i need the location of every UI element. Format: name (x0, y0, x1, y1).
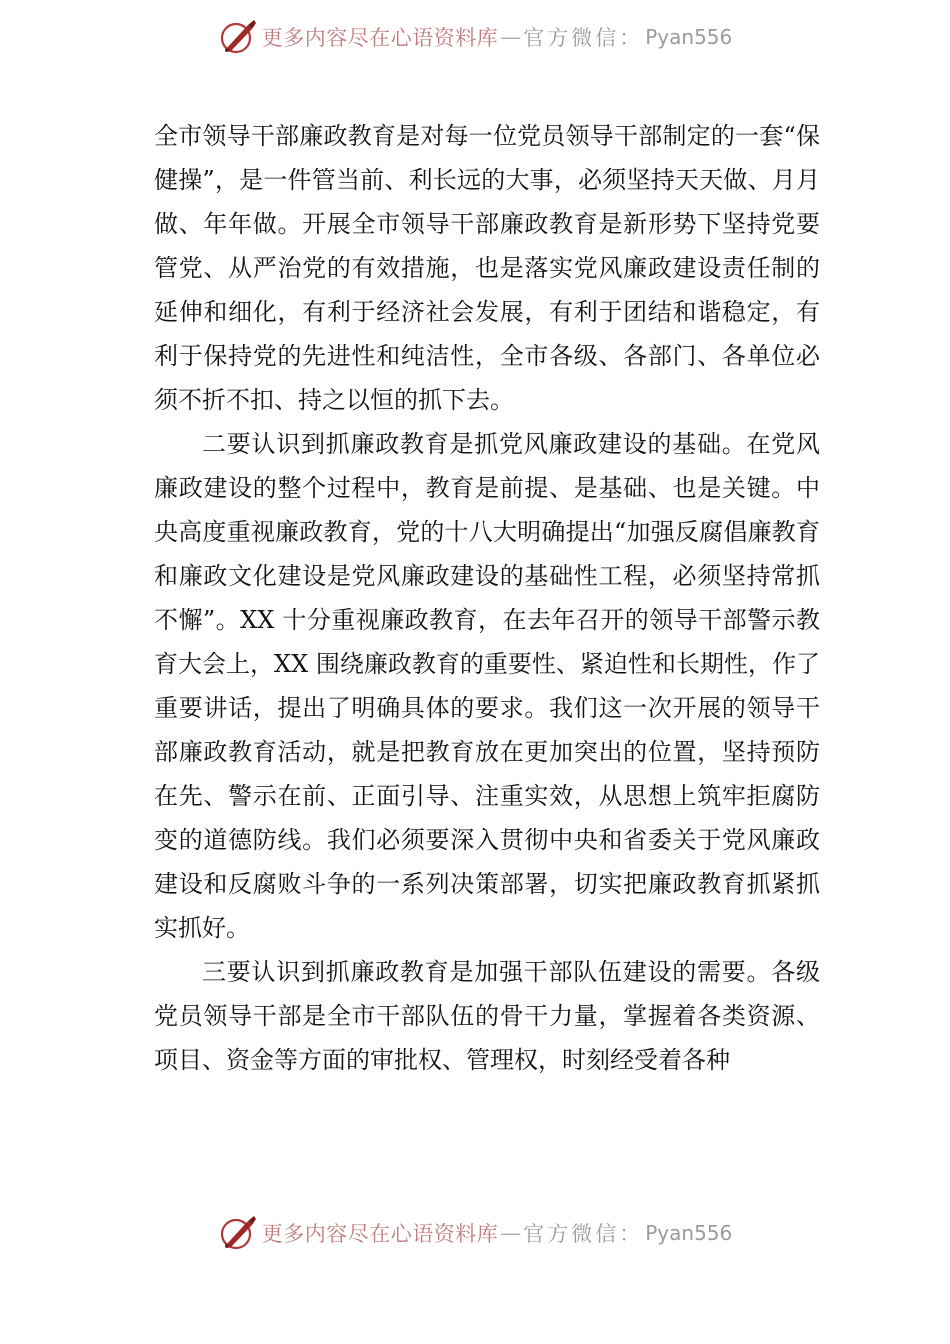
paragraph-3: 三要认识到抓廉政教育是加强干部队伍建设的需要。各级党员领导干部是全市干部队伍的骨干力量，掌握着各类资源、项目、资金等方面的审批权、管理权，时刻经受着各种 (154, 958, 820, 1074)
banner-label: 官方微信： (523, 1222, 644, 1246)
header-banner (0, 12, 950, 62)
banner-separator: — (500, 25, 522, 49)
footer-banner (0, 1208, 950, 1258)
paragraph-2: 二要认识到抓廉政教育是抓党风廉政建设的基础。在党风廉政建设的整个过程中，教育是前提、是基础、也是关键。中央高度重视廉政教育，党的十八大明确提出“加强反腐倡廉教育和廉政文化建设是党风廉政建设的基础性工程，必须坚持常抓不懈”。XX 十分重视廉政教育，在去年召开的领导干部警示教育大会上，XX 围绕廉政教育的重要性、紧迫性和长期性，作了重要讲话，提出了明确具体的要求。我们这一次开展的领导干部廉政教育活动，就是把教育放在更加突出的位置，坚持预防在先、警示在前、正面引导、注重实效，从思想上筑牢拒腐防变的道德防线。我们必须要深入贯彻中央和省委关于党风廉政建设和反腐败斗争的一系列决策部署，切实把廉政教育抓紧抓实抓好。 (154, 430, 820, 942)
banner-wechat-id: Pyan556 (645, 25, 733, 49)
paragraph-1: 全市领导干部廉政教育是对每一位党员领导干部制定的一套“保健操”，是一件管当前、利长远的大事，必须坚持天天做、月月做、年年做。开展全市领导干部廉政教育是新形势下坚持党要管党、从严治党的有效措施，也是落实党风廉政建设责任制的延伸和细化，有利于经济社会发展，有利于团结和谐稳定，有利于保持党的先进性和纯洁性，全市各级、各部门、各单位必须不折不扣、持之以恒的抓下去。 (154, 122, 820, 414)
document-body (154, 114, 820, 1082)
banner-label: 官方微信： (523, 26, 644, 50)
banner-wechat-id: Pyan556 (645, 1221, 733, 1245)
pen-logo-icon (218, 17, 258, 57)
banner-title: 更多内容尽在心语资料库 (261, 26, 499, 50)
banner-separator: — (500, 1221, 522, 1245)
pen-logo-icon (218, 1213, 258, 1253)
banner-title: 更多内容尽在心语资料库 (261, 1222, 499, 1246)
